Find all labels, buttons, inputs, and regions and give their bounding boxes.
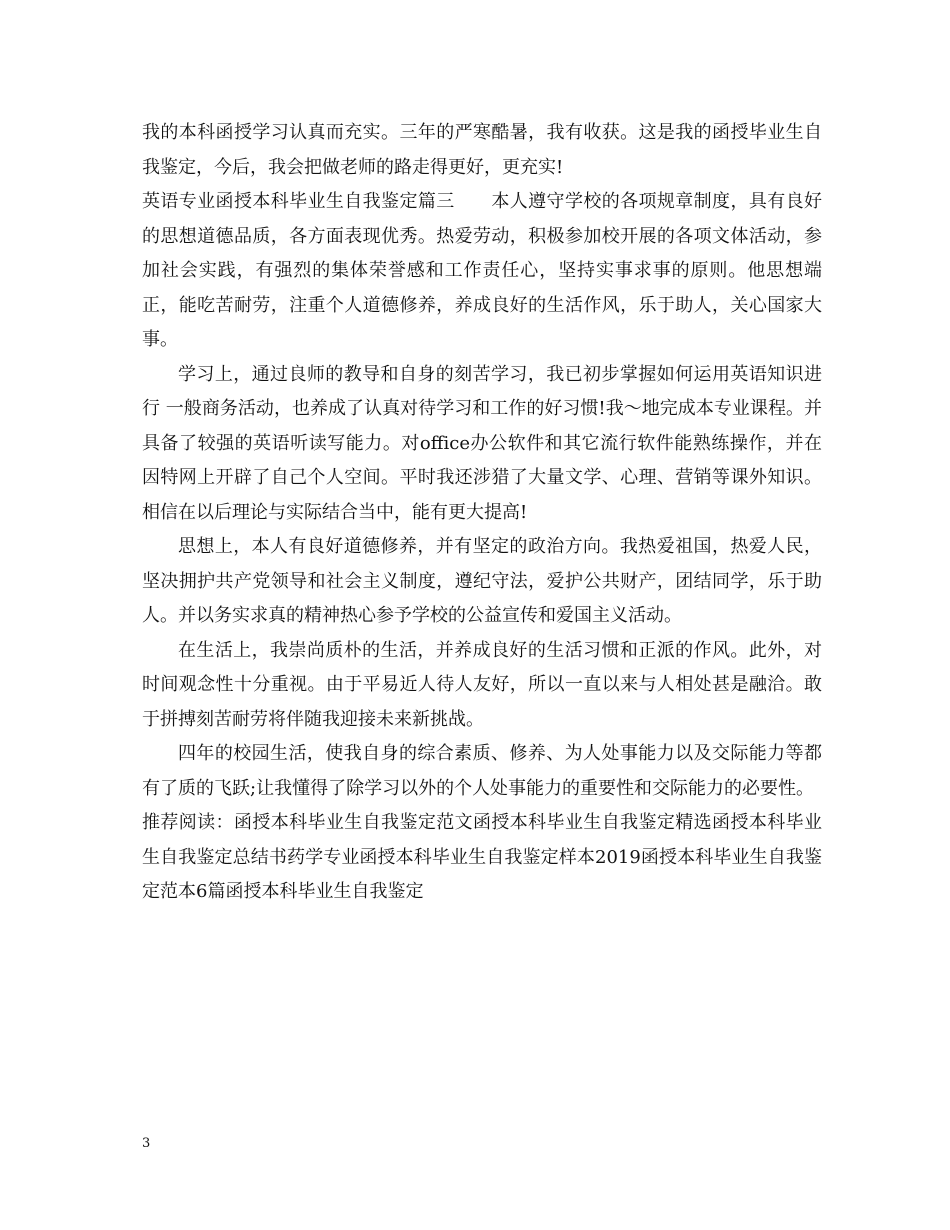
paragraph-study: 学习上，通过良师的教导和自身的刻苦学习，我已初步掌握如何运用英语知识进行 一般商务活动，也养成了认真对待学习和工作的好习惯!我～地完成本专业课程。并具备了较强的英语听读写能力。对office办公软件和其它流行软件能熟练操作，并在因特网上开辟了自己个人空间。平时我还涉猎了大量文学、心理、营销等课外知识。相信在以后理论与实际结合当中，能有更大提高! xyxy=(142,363,822,523)
paragraph-life: 在生活上，我崇尚质朴的生活，并养成良好的生活习惯和正派的作风。此外，对时间观念性十分重视。由于平易近人待人友好，所以一直以来与人相处甚是融洽。敢于拼搏刻苦耐劳将伴随我迎接未来新挑战。 xyxy=(142,639,822,730)
paragraph-closing: 我的本科函授学习认真而充实。三年的严寒酷暑，我有收获。这是我的函授毕业生自我鉴定，今后，我会把做老师的路走得更好，更充实! xyxy=(142,122,822,178)
page-number: 3 xyxy=(142,1136,151,1151)
document-body xyxy=(142,116,822,910)
paragraph-thought: 思想上，本人有良好道德修养，并有坚定的政治方向。我热爱祖国，热爱人民，坚决拥护共产党领导和社会主义制度，遵纪守法，爱护公共财产，团结同学，乐于助人。并以务实求真的精神热心参予学校的公益宣传和爱国主义活动。 xyxy=(142,536,822,626)
paragraph-recommended-reading: 推荐阅读：函授本科毕业生自我鉴定范文函授本科毕业生自我鉴定精选函授本科毕业生自我鉴定总结书药学专业函授本科毕业生自我鉴定样本2019函授本科毕业生自我鉴定范本6篇函授本科毕业生自我鉴定 xyxy=(142,812,822,902)
paragraph-section-three-intro: 英语专业函授本科毕业生自我鉴定篇三 本人遵守学校的各项规章制度，具有良好的思想道德品质，各方面表现优秀。热爱劳动，积极参加校开展的各项文体活动，参加社会实践，有强烈的集体荣誉感和工作责任心，坚持实事求事的原则。他思想端正，能吃苦耐劳，注重个人道德修养，养成良好的生活作风，乐于助人，关心国家大事。 xyxy=(142,191,822,350)
paragraph-campus-life: 四年的校园生活，使我自身的综合素质、修养、为人处事能力以及交际能力等都有了质的飞跃;让我懂得了除学习以外的个人处事能力的重要性和交际能力的必要性。 xyxy=(142,743,822,799)
